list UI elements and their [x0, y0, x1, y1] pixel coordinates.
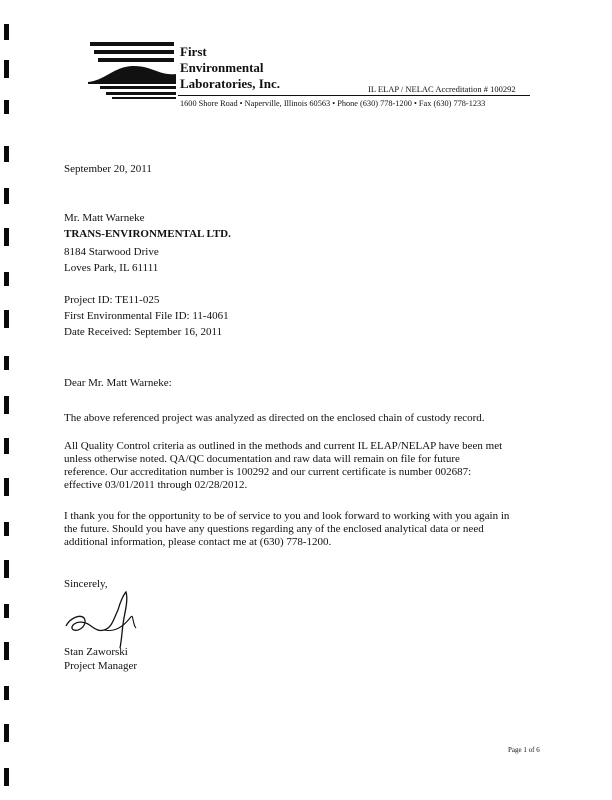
signer-title: Project Manager — [64, 660, 137, 672]
page-number: Page 1 of 6 — [508, 746, 540, 754]
paragraph-3-line: the future. Should you have any questions regarding any of the enclosed analytical data or need — [64, 523, 484, 535]
company-name-line2: Environmental — [180, 60, 264, 75]
paragraph-1: The above referenced project was analyzed as directed on the enclosed chain of custody record. — [64, 412, 485, 424]
paragraph-2 — [64, 440, 544, 492]
paragraph-2-line: All Quality Control criteria as outlined in the methods and current IL ELAP/NELAP have been met — [64, 440, 503, 452]
closing: Sincerely, — [64, 578, 108, 590]
paragraph-2-line: unless otherwise noted. QA/QC documentation and raw data will remain on file for future — [64, 453, 460, 465]
paragraph-3-line: I thank you for the opportunity to be of service to you and look forward to working with you again in — [64, 510, 510, 522]
company-logo — [86, 40, 178, 102]
recipient-city: Loves Park, IL 61111 — [64, 262, 159, 274]
paragraph-3 — [64, 510, 544, 549]
letterhead-rule — [178, 95, 530, 96]
recipient-street: 8184 Starwood Drive — [64, 246, 159, 258]
paragraph-2-line: reference. Our accreditation number is 100292 and our current certificate is number 002687: — [64, 466, 472, 478]
file-id: First Environmental File ID: 11-4061 — [64, 310, 229, 322]
company-name-line3: Laboratories, Inc. — [180, 76, 281, 91]
letter-date: September 20, 2011 — [64, 163, 152, 175]
recipient-company: TRANS-ENVIRONMENTAL LTD. — [64, 228, 231, 240]
recipient-name: Mr. Matt Warneke — [64, 212, 145, 224]
paragraph-3-line: additional information, please contact me at (630) 778-1200. — [64, 536, 332, 548]
accreditation-text: IL ELAP / NELAC Accreditation # 100292 — [368, 84, 516, 94]
signer-name: Stan Zaworski — [64, 646, 128, 658]
paragraph-2-line: effective 03/01/2011 through 02/28/2012. — [64, 479, 248, 491]
company-name-line1: First — [180, 44, 207, 59]
salutation: Dear Mr. Matt Warneke: — [64, 377, 172, 389]
project-id: Project ID: TE11-025 — [64, 294, 160, 306]
handwritten-signature — [60, 588, 150, 650]
date-received: Date Received: September 16, 2011 — [64, 326, 223, 338]
company-address-line: 1600 Shore Road • Naperville, Illinois 60563 • Phone (630) 778-1200 • Fax (630) 778-1233 — [180, 99, 486, 108]
